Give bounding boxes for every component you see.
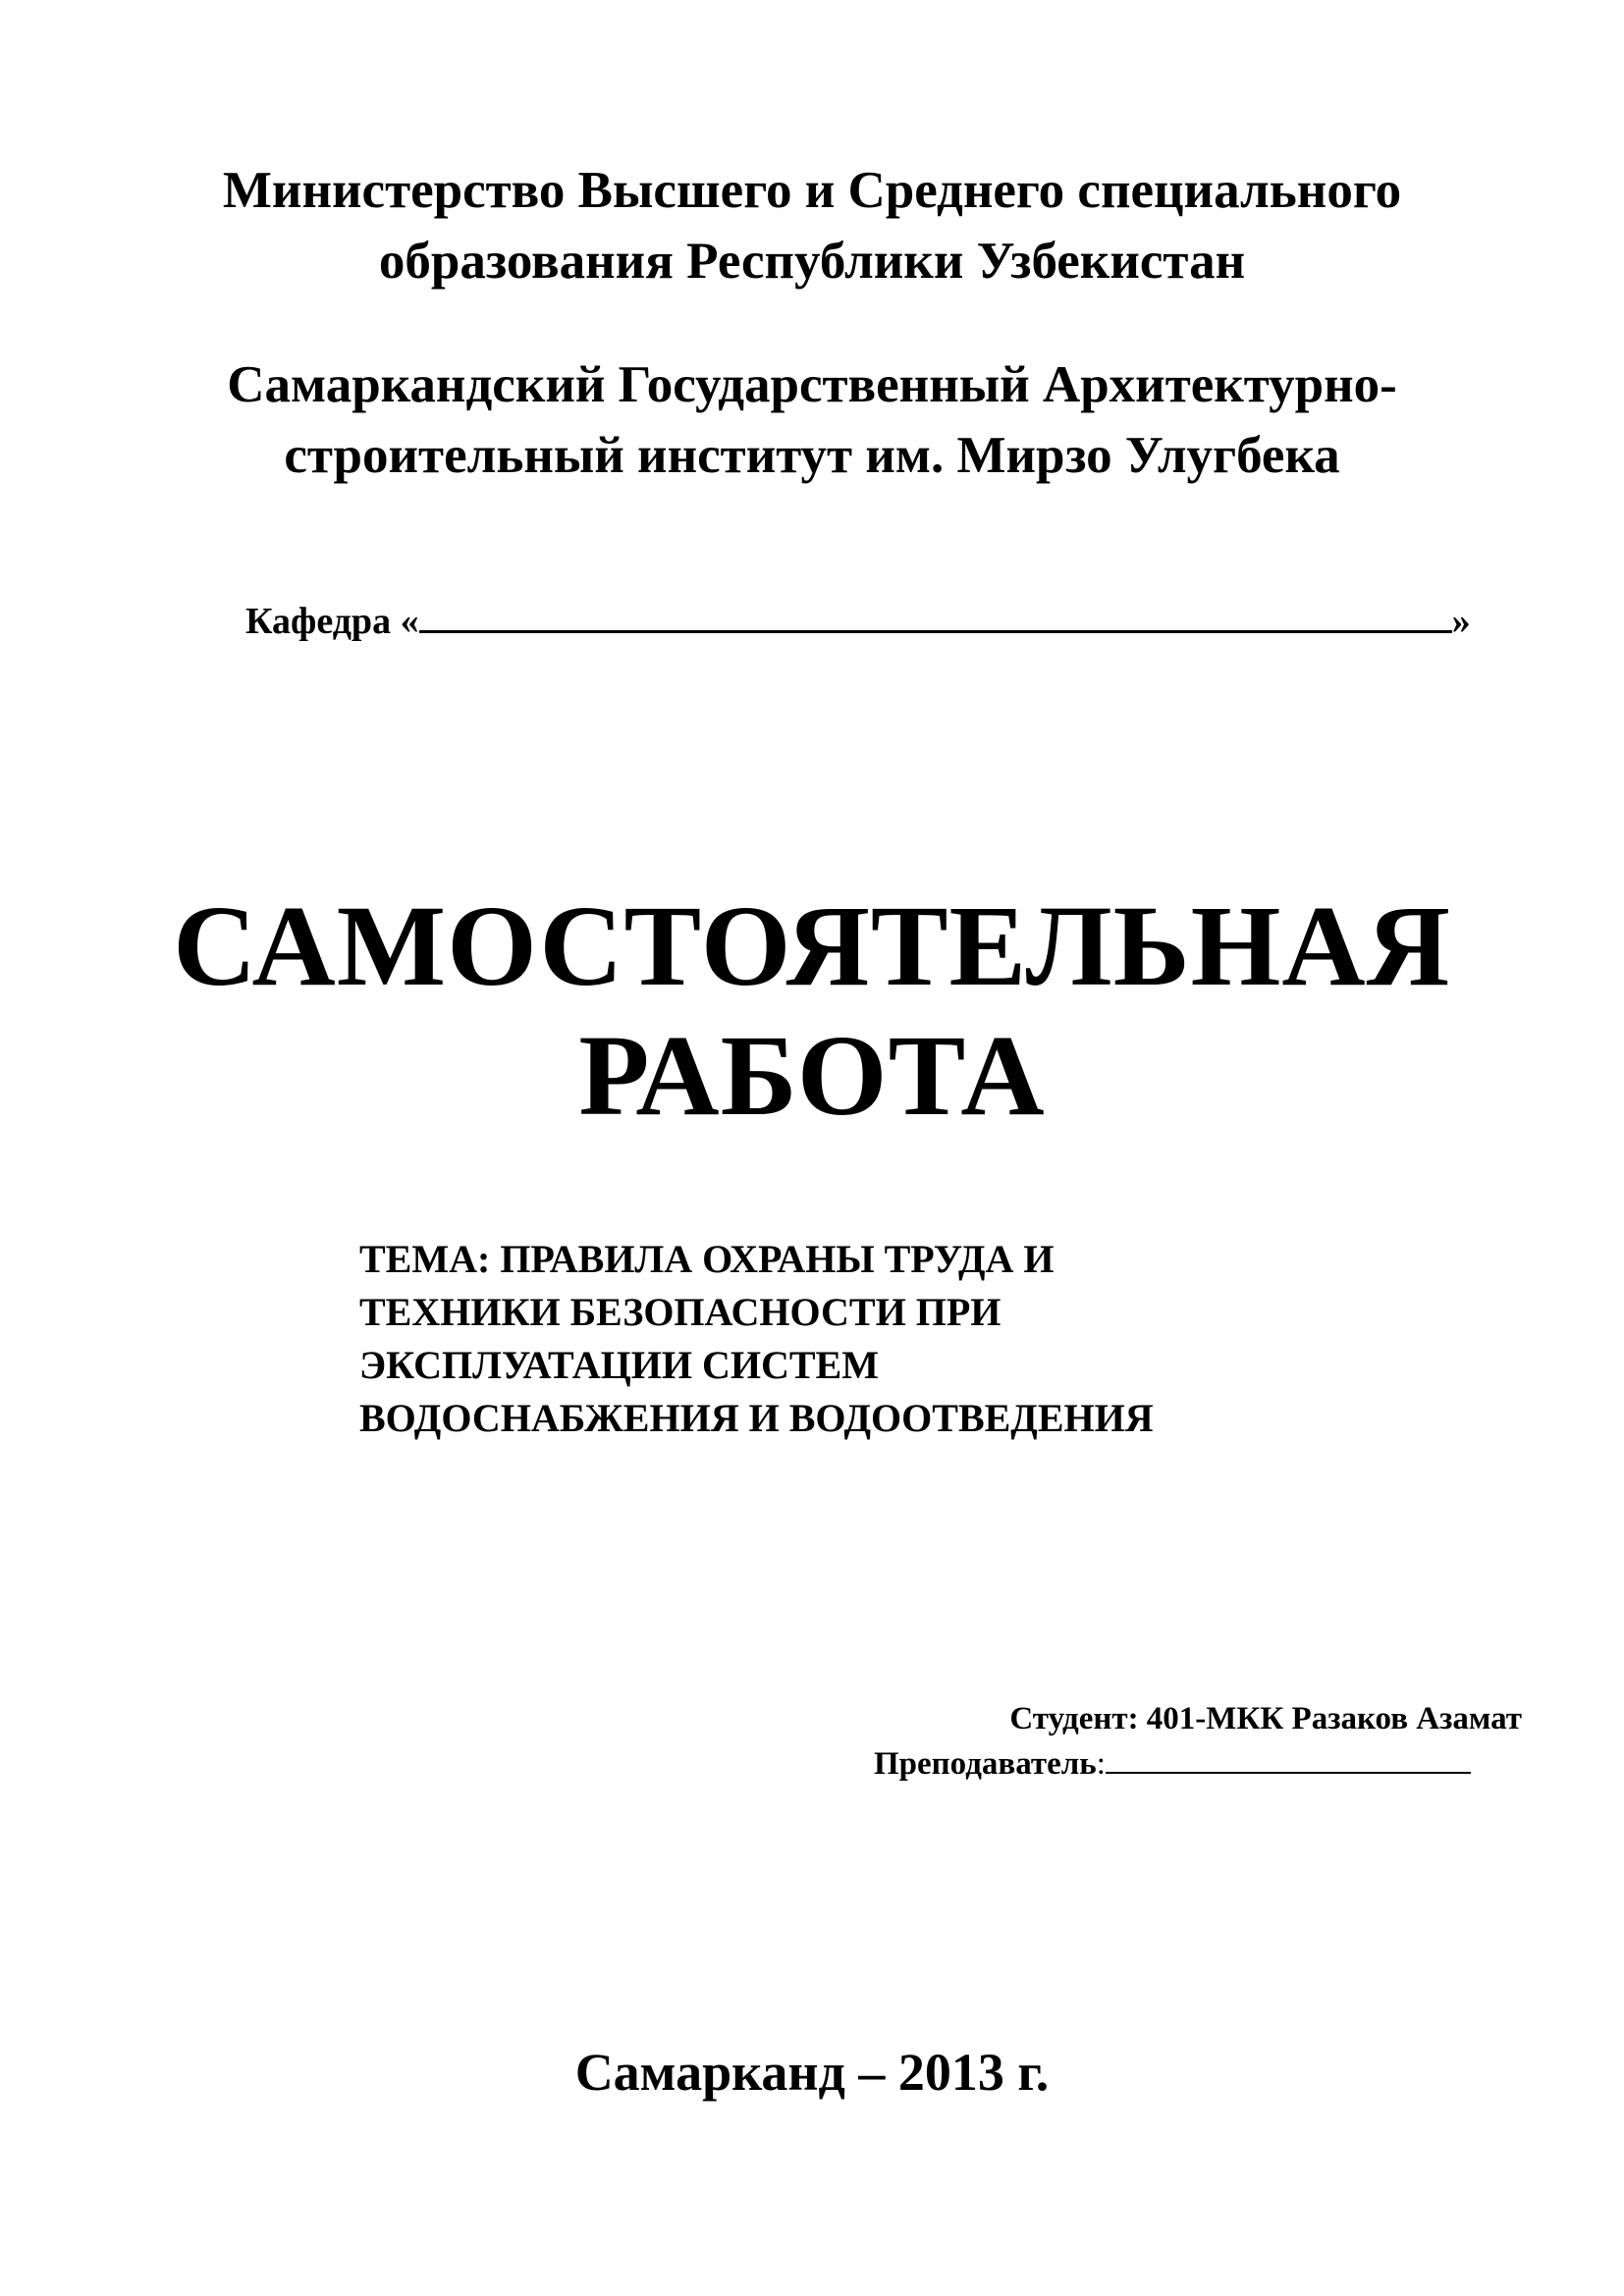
teacher-line xyxy=(844,1741,1522,1787)
title-line-1: САМОСТОЯТЕЛЬНАЯ xyxy=(173,881,1451,1010)
department-blank-field xyxy=(419,597,1452,633)
department-line xyxy=(245,597,1471,646)
ministry-heading xyxy=(0,155,1624,296)
topic-line-3: ЭКСПЛУАТАЦИИ СИСТЕМ xyxy=(359,1343,879,1387)
teacher-label: Преподаватель xyxy=(874,1746,1097,1782)
topic-line-4: ВОДОСНАБЖЕНИЯ И ВОДООТВЕДЕНИЯ xyxy=(359,1396,1154,1440)
document-title xyxy=(0,881,1624,1141)
city-year: Самарканд – 2013 г. xyxy=(574,2043,1050,2102)
title-line-2: РАБОТА xyxy=(578,1011,1046,1140)
institute-line-2: строительный институт им. Мирзо Улугбека xyxy=(284,427,1340,484)
teacher-blank-field xyxy=(1106,1744,1471,1774)
teacher-colon: : xyxy=(1096,1746,1106,1782)
ministry-line-1: Министерство Высшего и Среднего специального xyxy=(222,162,1402,219)
topic-line-1: ТЕМА: ПРАВИЛА ОХРАНЫ ТРУДА И xyxy=(359,1237,1055,1281)
department-closing-quote: » xyxy=(1451,601,1471,642)
institute-heading xyxy=(0,349,1624,491)
signature-block xyxy=(844,1696,1522,1787)
student-info: Студент: 401-МКК Разаков Азамат xyxy=(1009,1701,1522,1736)
topic-block xyxy=(359,1233,1154,1445)
ministry-line-2: образования Республики Узбекистан xyxy=(378,233,1246,290)
topic-line-2: ТЕХНИКИ БЕЗОПАСНОСТИ ПРИ xyxy=(359,1290,1001,1334)
institute-line-1: Самаркандский Государственный Архитектурно- xyxy=(227,356,1397,413)
department-label: Кафедра « xyxy=(245,601,419,642)
